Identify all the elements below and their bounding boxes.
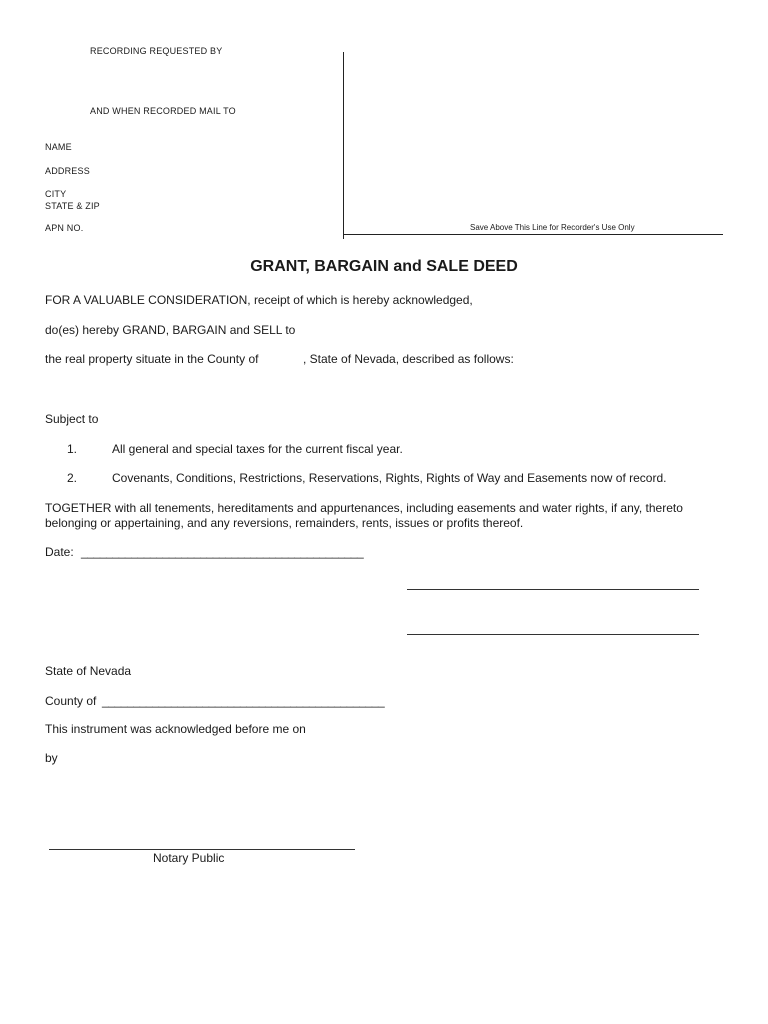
acknowledged-text: This instrument was acknowledged before me on bbox=[45, 722, 306, 736]
name-label: NAME bbox=[45, 142, 72, 152]
item-number: 2. bbox=[67, 471, 78, 485]
city-label: CITY bbox=[45, 189, 67, 199]
date-line: _____________________________________________ bbox=[81, 545, 364, 559]
address-label: ADDRESS bbox=[45, 166, 90, 176]
notary-county-line: _____________________________________________ bbox=[102, 694, 385, 708]
recorder-divider-horizontal bbox=[343, 234, 723, 235]
deed-title: GRANT, BARGAIN and SALE DEED bbox=[250, 258, 518, 275]
subject-to-label: Subject to bbox=[45, 412, 99, 426]
notary-public-label: Notary Public bbox=[153, 851, 225, 865]
recorder-use-note: Save Above This Line for Recorder's Use Only bbox=[470, 223, 635, 232]
apn-label: APN NO. bbox=[45, 223, 84, 233]
date-label: Date: bbox=[45, 545, 74, 559]
together-clause: TOGETHER with all tenements, hereditaments and appurtenances, including easements and water rights, if any, thereto belonging or appertaining, and any reversions, remainders, rents, issues or profits thereof. bbox=[45, 501, 683, 530]
notary-signature-line bbox=[49, 849, 355, 850]
recorder-divider-vertical bbox=[343, 52, 344, 239]
property-text-start: the real property situate in the County of bbox=[45, 352, 259, 366]
mail-to-label: AND WHEN RECORDED MAIL TO bbox=[90, 106, 236, 116]
grantor-signature-line bbox=[407, 589, 699, 590]
item-text: All general and special taxes for the current fiscal year. bbox=[112, 442, 403, 456]
consideration-text: FOR A VALUABLE CONSIDERATION, receipt of which is hereby acknowledged, bbox=[45, 293, 473, 307]
item-number: 1. bbox=[67, 442, 78, 456]
item-text: Covenants, Conditions, Restrictions, Reservations, Rights, Rights of Way and Easements now of record. bbox=[112, 471, 667, 485]
notary-state: State of Nevada bbox=[45, 664, 132, 678]
state-zip-label: STATE & ZIP bbox=[45, 201, 100, 211]
grant-text: do(es) hereby GRAND, BARGAIN and SELL to bbox=[45, 323, 296, 337]
recording-requested-by-label: RECORDING REQUESTED BY bbox=[90, 46, 223, 56]
by-label: by bbox=[45, 751, 58, 765]
grantor-signature-line bbox=[407, 634, 699, 635]
property-text-end: , State of Nevada, described as follows: bbox=[303, 352, 514, 366]
notary-county-label: County of bbox=[45, 694, 97, 708]
